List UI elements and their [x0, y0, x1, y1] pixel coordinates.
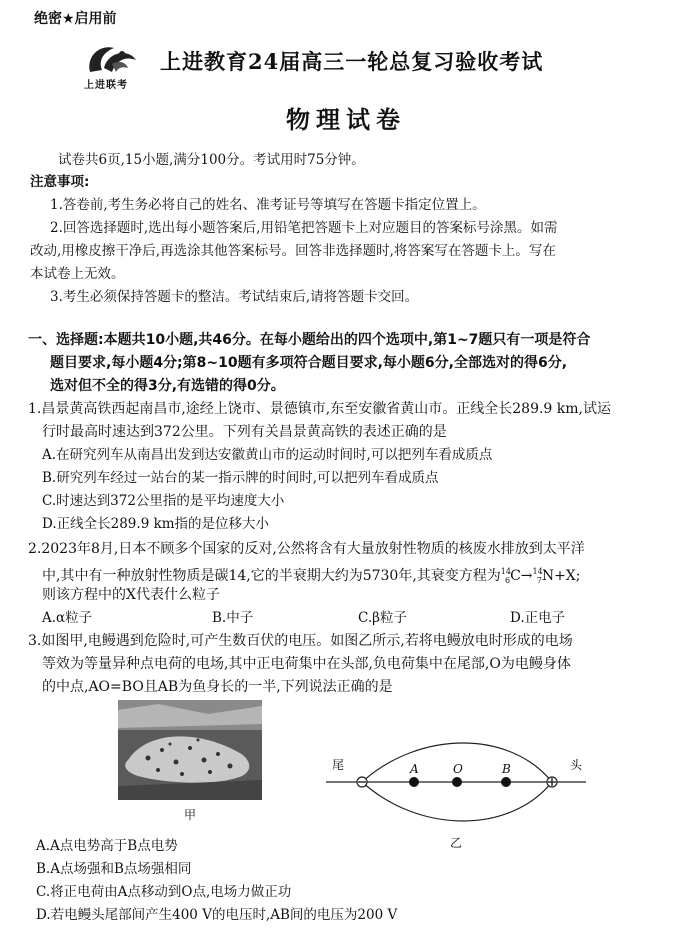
field-line-diagram: [320, 736, 592, 828]
carbon-mass-number: 14: [500, 567, 511, 576]
question-3-stem-line2: 等效为等量异种点电荷的电场,其中正电荷集中在头部,负电荷集中在尾部,O为电鳗身体: [42, 656, 571, 672]
section-heading-line1: 一、选择题:本题共10小题,共46分。在每小题给出的四个选项中,第1~7题只有一项是符合: [28, 332, 591, 348]
question-3-option-b: B.A点场强和B点场强相同: [36, 861, 192, 877]
question-1-option-d: D.正线全长289.9 km指的是位移大小: [42, 516, 270, 532]
question-2-option-c: C.β粒子: [358, 610, 407, 626]
question-3-stem-line1: 3.如图甲,电鳗遇到危险时,可产生数百伏的电压。如图乙所示,若将电鳗放电时形成的电场: [28, 633, 573, 649]
notice-item-2-line1: 2.回答选择题时,选出每小题答案后,用铅笔把答题卡上对应题目的答案标号涂黑。如需: [50, 220, 558, 236]
head-label: 头: [570, 758, 583, 772]
section-heading-line3: 选对但不全的得3分,有选错的得0分。: [50, 378, 285, 394]
question-3-stem-line3: 的中点,AO=BO且AB为鱼身长的一半,下列说法正确的是: [42, 679, 393, 695]
nitrogen-mass-number: 14: [532, 567, 543, 576]
subject-title: 物理试卷: [286, 105, 406, 134]
exam-info: 试卷共6页,15小题,满分100分。考试用时75分钟。: [58, 152, 365, 168]
question-2-stem-text: 中,其中有一种放射性物质是碳14,它的半衰期大约为5730年,其衰变方程为: [42, 568, 501, 584]
question-1-option-c: C.时速达到372公里指的是平均速度大小: [42, 493, 285, 509]
question-1-option-b: B.研究列车经过一站台的某一指示牌的时间时,可以把列车看成质点: [42, 470, 439, 486]
logo-text: 上进联考: [84, 80, 128, 91]
carbon-atomic-number: 6: [504, 576, 511, 585]
question-1-option-a: A.在研究列车从南昌出发到达安徽黄山市的运动时间时,可以把列车看成质点: [42, 447, 493, 463]
nitrogen-symbol: N+X;: [541, 568, 581, 584]
point-b-label: B: [502, 762, 511, 776]
question-3-option-a: A.A点电势高于B点电势: [36, 838, 178, 854]
notice-item-1: 1.答卷前,考生务必将自己的姓名、准考证号等填写在答题卡指定位置上。: [50, 197, 486, 213]
section-heading-line2: 题目要求,每小题4分;第8~10题有多项符合题目要求,每小题6分,全部选对的得6分,: [50, 355, 568, 371]
tail-label: 尾: [332, 758, 345, 772]
question-1-stem-line1: 1.昌景黄高铁西起南昌市,途经上饶市、景德镇市,东至安徽省黄山市。正线全长289.9 km,试运: [28, 401, 611, 417]
question-2-option-d: D.正电子: [510, 610, 566, 626]
question-2-stem-line3: 则该方程中的X代表什么粒子: [42, 587, 220, 603]
question-3-option-c: C.将正电荷由A点移动到O点,电场力做正功: [36, 884, 292, 900]
point-o-label: O: [453, 762, 463, 776]
exam-title: 上进教育24届高三一轮总复习验收考试: [160, 49, 544, 74]
point-a-label: A: [410, 762, 419, 776]
question-3-option-d: D.若电鳗头尾部间产生400 V的电压时,AB间的电压为200 V: [36, 907, 398, 923]
question-2-option-b: B.中子: [212, 610, 254, 626]
notice-item-3: 3.考生必须保持答题卡的整洁。考试结束后,请将答题卡交回。: [50, 289, 419, 305]
question-2-stem-line1: 2.2023年8月,日本不顾多个国家的反对,公然将含有大量放射性物质的核废水排放到太平洋: [28, 541, 585, 557]
nitrogen-atomic-number: 7: [536, 576, 542, 585]
carbon-symbol: C→: [510, 568, 533, 584]
question-2-option-a: A.α粒子: [42, 610, 93, 626]
notice-title: 注意事项:: [30, 174, 90, 190]
question-1-stem-line2: 行时最高时速达到372公里。下列有关昌景黄高铁的表述正确的是: [42, 424, 447, 440]
figure-a-caption: 甲: [184, 808, 197, 822]
secret-label: 绝密★启用前: [34, 11, 117, 27]
notice-item-2-line2: 改动,用橡皮擦干净后,再选涂其他答案标号。回答非选择题时,将答案写在答题卡上。写在: [30, 243, 556, 259]
electric-eel-photo: [118, 700, 262, 800]
notice-item-2-line3: 本试卷上无效。: [30, 266, 125, 282]
figure-b-caption: 乙: [450, 836, 463, 850]
